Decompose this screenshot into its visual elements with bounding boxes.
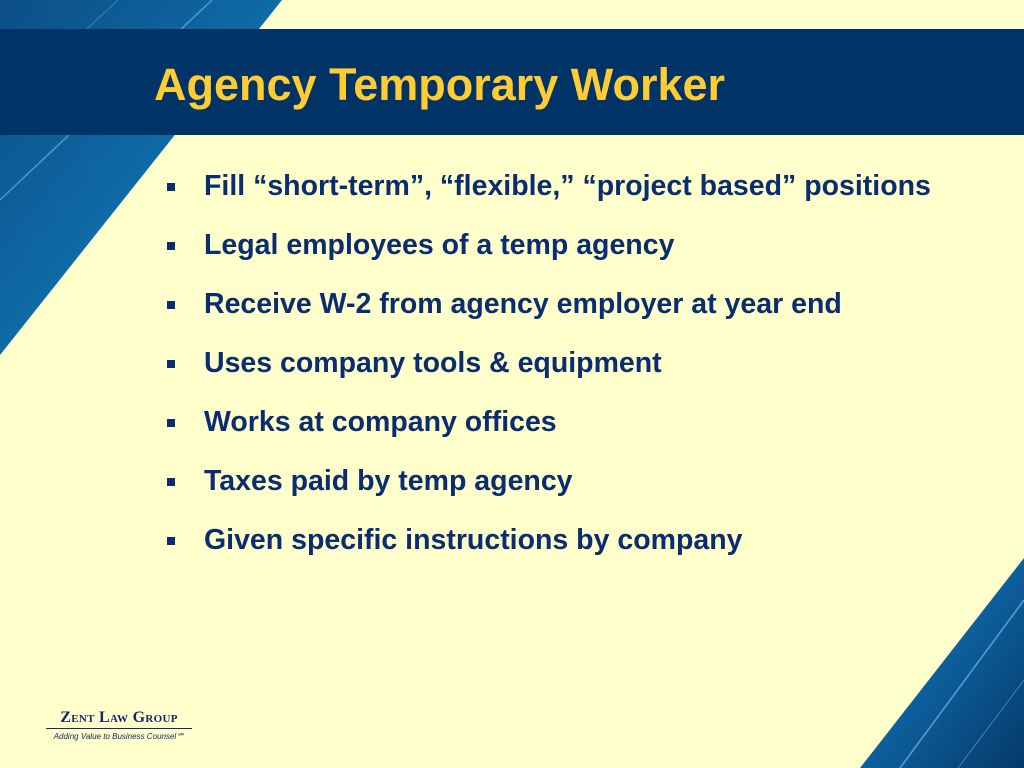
bullet-item: [163, 286, 963, 323]
logo-divider: [46, 728, 192, 729]
bullet-text: Taxes paid by temp agency: [204, 465, 573, 497]
bullet-item: [163, 463, 963, 500]
square-bullet-icon: [167, 360, 175, 368]
square-bullet-icon: [167, 478, 175, 486]
bullet-text: Receive W-2 from agency employer at year end: [204, 288, 842, 320]
bullet-item: [163, 168, 963, 205]
bullet-text: Legal employees of a temp agency: [204, 229, 675, 261]
bottom-right-wedge: [860, 558, 1024, 768]
bullet-item: [163, 522, 963, 559]
square-bullet-icon: [167, 301, 175, 309]
company-logo: [46, 709, 192, 742]
square-bullet-icon: [167, 419, 175, 427]
bullet-text: Given specific instructions by company: [204, 524, 743, 556]
bullet-text: Uses company tools & equipment: [204, 347, 662, 379]
slide-title: Agency Temporary Worker: [154, 59, 726, 110]
bullet-text: Fill “short-term”, “flexible,” “project based” positions: [204, 170, 931, 202]
bullet-item: [163, 227, 963, 264]
bullet-text: Works at company offices: [204, 406, 557, 438]
square-bullet-icon: [167, 183, 175, 191]
bullet-list: [163, 168, 963, 581]
logo-name: Zent Law Group: [60, 709, 178, 726]
square-bullet-icon: [167, 242, 175, 250]
bullet-item: [163, 345, 963, 382]
square-bullet-icon: [167, 537, 175, 545]
bullet-item: [163, 404, 963, 441]
logo-tagline: Adding Value to Business Counsel℠: [53, 732, 185, 741]
